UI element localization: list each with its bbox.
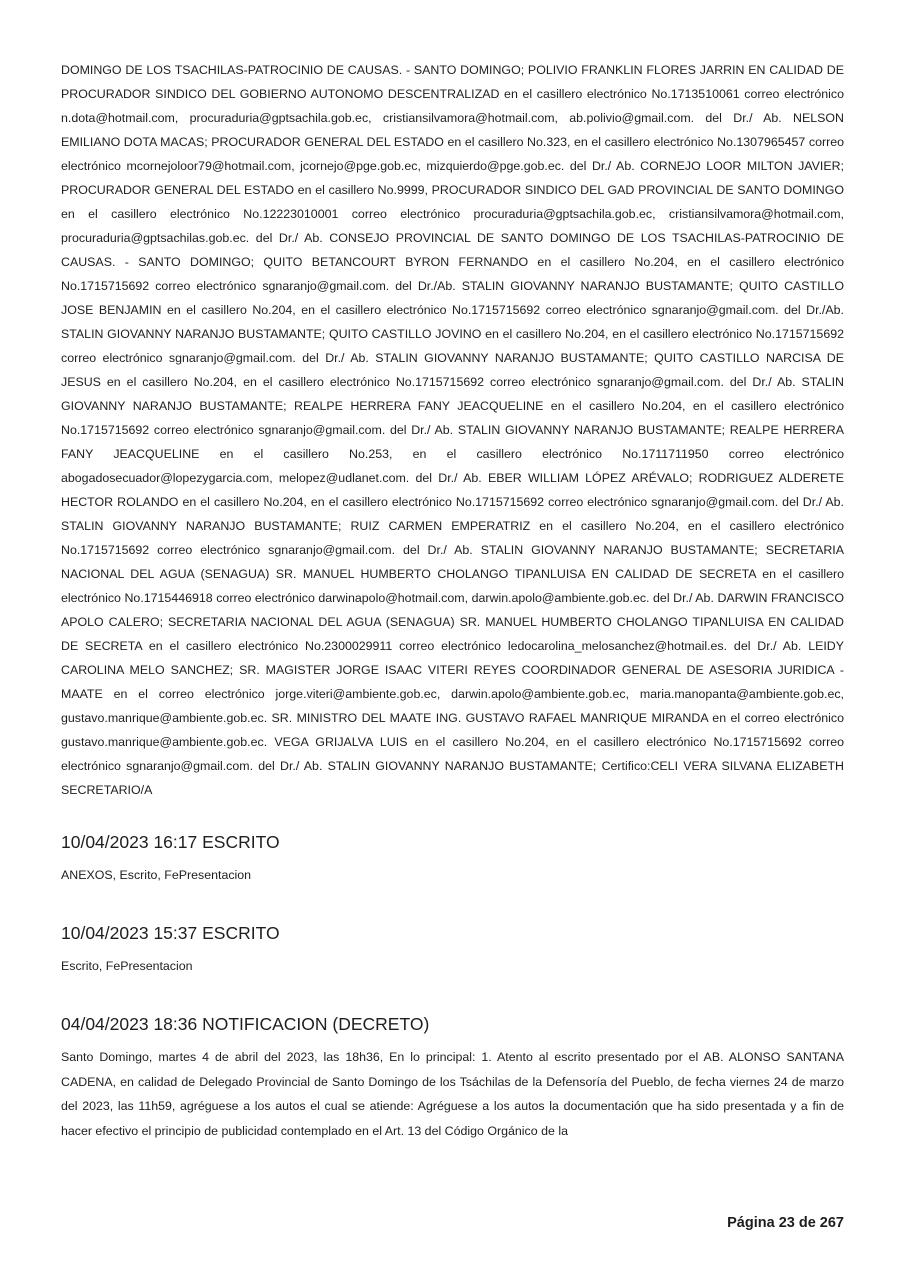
entry-title: 10/04/2023 15:37 ESCRITO	[61, 923, 280, 943]
notification-paragraph: DOMINGO DE LOS TSACHILAS-PATROCINIO DE CAUSAS. - SANTO DOMINGO; POLIVIO FRANKLIN FLORES JARRIN EN CALIDAD DE PROCURADOR SINDICO DEL GOBIERNO AUTONOMO DESCENTRALIZAD en el casillero electrónico No.1713510061 correo electrónico n.dota@hotmail.com, procuraduria@gptsachila.gob.ec, cristiansilvamora@hotmail.com, ab.polivio@gmail.com. del Dr./ Ab. NELSON EMILIANO DOTA MACAS; PROCURADOR GENERAL DEL ESTADO en el casillero No.323, en el casillero electrónico No.1307965457 correo electrónico mcornejoloor79@hotmail.com, jcornejo@pge.gob.ec, mizquierdo@pge.gob.ec. del Dr./ Ab. CORNEJO LOOR MILTON JAVIER; PROCURADOR GENERAL DEL ESTADO en el casillero No.9999, PROCURADOR SINDICO DEL GAD PROVINCIAL DE SANTO DOMINGO en el casillero electrónico No.12223010001 correo electrónico procuraduria@gptsachila.gob.ec, cristiansilvamora@hotmail.com, procuraduria@gptsachilas.gob.ec. del Dr./ Ab. CONSEJO PROVINCIAL DE SANTO DOMINGO DE LOS TSACHILAS-PATROCINIO DE CAUSAS. - SANTO DOMINGO; QUITO BETANCOURT BYRON FERNANDO en el casillero No.204, en el casillero electrónico No.1715715692 correo electrónico sgnaranjo@gmail.com. del Dr./Ab. STALIN GIOVANNY NARANJO BUSTAMANTE; QUITO CASTILLO JOSE BENJAMIN en el casillero No.204, en el casillero electrónico No.1715715692 correo electrónico sgnaranjo@gmail.com. del Dr./Ab. STALIN GIOVANNY NARANJO BUSTAMANTE; QUITO CASTILLO JOVINO en el casillero No.204, en el casillero electrónico No.1715715692 correo electrónico sgnaranjo@gmail.com. del Dr./ Ab. STALIN GIOVANNY NARANJO BUSTAMANTE; QUITO CASTILLO NARCISA DE JESUS en el casillero No.204, en el casillero electrónico No.1715715692 correo electrónico sgnaranjo@gmail.com. del Dr./ Ab. STALIN GIOVANNY NARANJO BUSTAMANTE; REALPE HERRERA FANY JEACQUELINE en el casillero No.204, en el casillero electrónico No.1715715692 correo electrónico sgnaranjo@gmail.com. del Dr./ Ab. STALIN GIOVANNY NARANJO BUSTAMANTE; REALPE HERRERA FANY JEACQUELINE en el casillero No.253, en el casillero electrónico No.1711711950 correo electrónico abogadosecuador@lopezygarcia.com, melopez@udlanet.com. del Dr./ Ab. EBER WILLIAM LÓPEZ ARÉVALO; RODRIGUEZ ALDERETE HECTOR ROLANDO en el casillero No.204, en el casillero electrónico No.1715715692 correo electrónico sgnaranjo@gmail.com. del Dr./ Ab. STALIN GIOVANNY NARANJO BUSTAMANTE; RUIZ CARMEN EMPERATRIZ en el casillero No.204, en el casillero electrónico No.1715715692 correo electrónico sgnaranjo@gmail.com. del Dr./ Ab. STALIN GIOVANNY NARANJO BUSTAMANTE; SECRETARIA NACIONAL DEL AGUA (SENAGUA) SR. MANUEL HUMBERTO CHOLANGO TIPANLUISA EN CALIDAD DE SECRETA en el casillero electrónico No.1715446918 correo electrónico darwinapolo@hotmail.com, darwin.apolo@ambiente.gob.ec. del Dr./ Ab. DARWIN FRANCISCO APOLO CALERO; SECRETARIA NACIONAL DEL AGUA (SENAGUA) SR. MANUEL HUMBERTO CHOLANGO TIPANLUISA EN CALIDAD DE SECRETA en el casillero electrónico No.2300029911 correo electrónico ledocarolina_melosanchez@hotmail.es. del Dr./ Ab. LEIDY CAROLINA MELO SANCHEZ; SR. MAGISTER JORGE ISAAC VITERI REYES COORDINADOR GENERAL DE ASESORIA JURIDICA - MAATE en el correo electrónico jorge.viteri@ambiente.gob.ec, darwin.apolo@ambiente.gob.ec, maria.manopanta@ambiente.gob.ec, gustavo.manrique@ambiente.gob.ec. SR. MINISTRO DEL MAATE ING. GUSTAVO RAFAEL MANRIQUE MIRANDA en el correo electrónico gustavo.manrique@ambiente.gob.ec. VEGA GRIJALVA LUIS en el casillero No.204, en el casillero electrónico No.1715715692 correo electrónico sgnaranjo@gmail.com. del Dr./ Ab. STALIN GIOVANNY NARANJO BUSTAMANTE; Certifico:CELI VERA SILVANA ELIZABETH SECRETARIO/A	[61, 63, 844, 797]
document-page	[61, 58, 844, 1143]
page-number: Página 23 de 267	[727, 1215, 844, 1231]
entry-title: 10/04/2023 16:17 ESCRITO	[61, 832, 280, 852]
entry-body: ANEXOS, Escrito, FePresentacion	[61, 868, 252, 882]
docket-entry	[61, 922, 844, 977]
entry-title: 04/04/2023 18:36 NOTIFICACION (DECRETO)	[61, 1014, 430, 1034]
entry-body: Santo Domingo, martes 4 de abril del 2023, las 18h36, En lo principal: 1. Atento al escrito presentado por el AB. ALONSO SANTANA CADENA, en calidad de Delegado Provincial de Santo Domingo de los Tsáchilas de la Defensoría del Pueblo, de fecha viernes 24 de marzo del 2023, las 11h59, agréguese a los autos el cual se atiende: Agréguese a los autos la documentación que ha sido presentada y a fin de hacer efectivo el principio de publicidad contemplado en el Art. 13 del Código Orgánico de la	[61, 1050, 844, 1138]
entry-body: Escrito, FePresentacion	[61, 959, 193, 973]
docket-entry	[61, 831, 844, 886]
docket-entry	[61, 1013, 844, 1143]
